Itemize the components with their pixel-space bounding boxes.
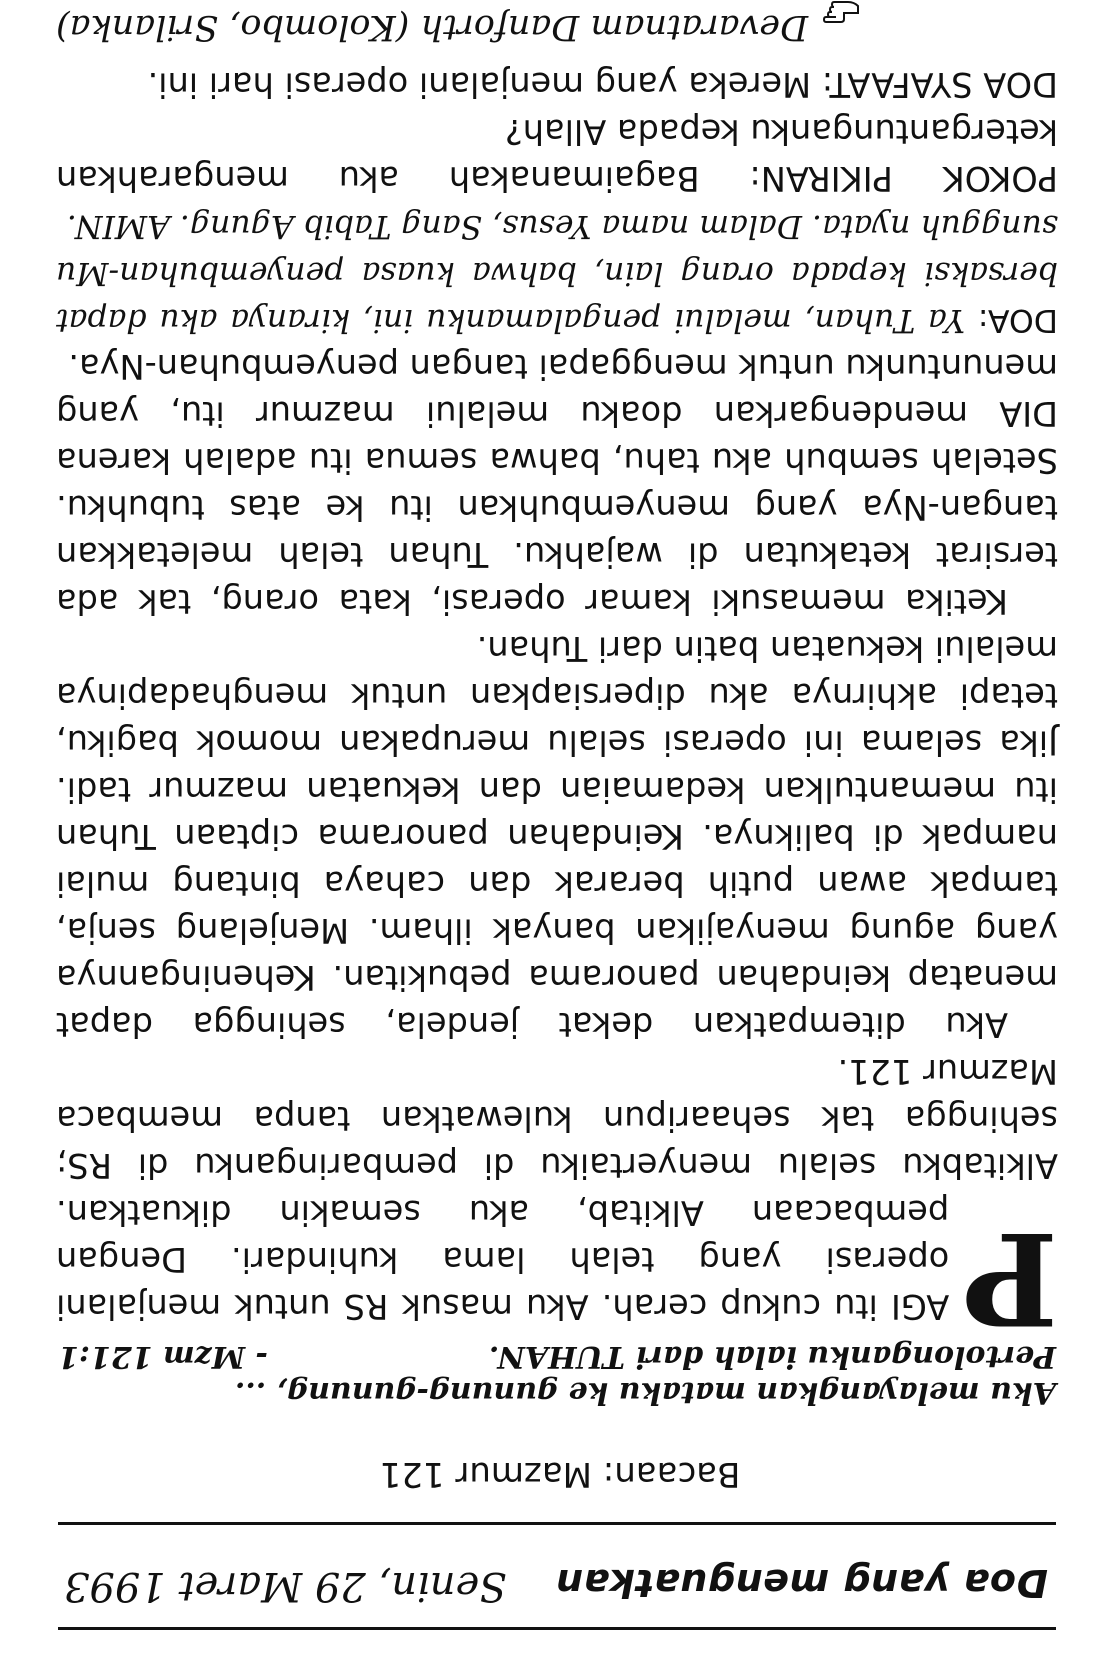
key-verse-text: Aku melayangkan mataku ke gunung-gunung, ... Pertolonganku ialah dari TUHAN. <box>234 1339 1056 1410</box>
author-name: Devaratnam Danforth (Kolombo, Srilanka) <box>56 7 809 47</box>
pointing-hand-icon <box>822 13 860 39</box>
devotional-title: Doa yang menguatkan <box>555 1561 1048 1605</box>
paragraph-2: Aku ditempatkan dekat jendela, sehingga dapat menatap keindahan panorama pebukitan. Keheningannya yang agung menyajikan banyak ilham. Menjelang senja, tampak awan putih berarak dan cahaya bintang mulai nampak di baliknya. Keindahan panorama ciptaan Tuhan itu memantulkan kedamaian dan kekuatan mazmur tadi. Jika selama ini operasi selalu merupakan momok bagiku, tetapi akhirnya aku dipersiapkan untuk menghadapinya melalui kekuatan batin dari Tuhan. <box>56 629 1058 1044</box>
reflection-label: POKOK PIKIRAN: <box>749 159 1058 198</box>
paragraph-1 <box>56 1048 1058 1352</box>
scripture-reading: Bacaan: Mazmur 121 <box>379 1454 741 1494</box>
reflection-thought <box>56 108 1058 202</box>
prayer-text: Ya Tuhan, melalui pengalamanku ini, kiranya aku dapat bersaksi kepada orang lain, bahwa kuasa penyembuhan-Mu sungguh nyata. Dalam nama Yesus, Sang Tabib Agung. AMIN. <box>55 208 1058 338</box>
drop-cap: P <box>963 1204 1058 1352</box>
devotional-date: Senin, 29 Maret 1993 <box>64 1563 507 1609</box>
author-signature <box>56 0 1058 55</box>
intercession <box>56 61 1058 108</box>
paragraph-1-text: AGI itu cukup cerah. Aku masuk RS untuk menjalani operasi yang telah lama kuhindari. Dengan pembacaan Alkitab, aku semakin dikuatkan. Alkitabku selalu menyertaiku di pembaringanku di RS; sehingga tak sehaaripun kulewatkan tanpa membaca Mazmur 121. <box>56 1052 1058 1326</box>
key-verse <box>58 1338 1056 1410</box>
intercession-label: DOA SYAFAAT: <box>821 65 1058 104</box>
intercession-text: Mereka yang menjalani operasi hari ini. <box>147 65 812 104</box>
reflection-text: Bagaimanakah aku mengarahkan ketergantunganku kepada Allah? <box>56 112 1058 198</box>
prayer <box>56 202 1058 343</box>
paragraph-3: Ketika memasuki kamar operasi, kata orang, tak ada tersirat ketakutan di wajahku. Tuhan telah meletakkan tangan-Nya yang menyembuhkan itu ke atas tubuhku. Setelah sembuh aku tahu, bahwa semua itu adalah karena DIA mendengarkan doaku melalui mazmur itu, yang menuntunku untuk menggapai tangan penyembuhan-Nya. <box>56 347 1058 621</box>
devotional-body <box>55 0 1058 1352</box>
key-verse-reference: - Mzm 121:1 <box>58 1339 268 1374</box>
prayer-label: DOA: <box>977 302 1058 338</box>
page-header <box>58 1522 1056 1630</box>
